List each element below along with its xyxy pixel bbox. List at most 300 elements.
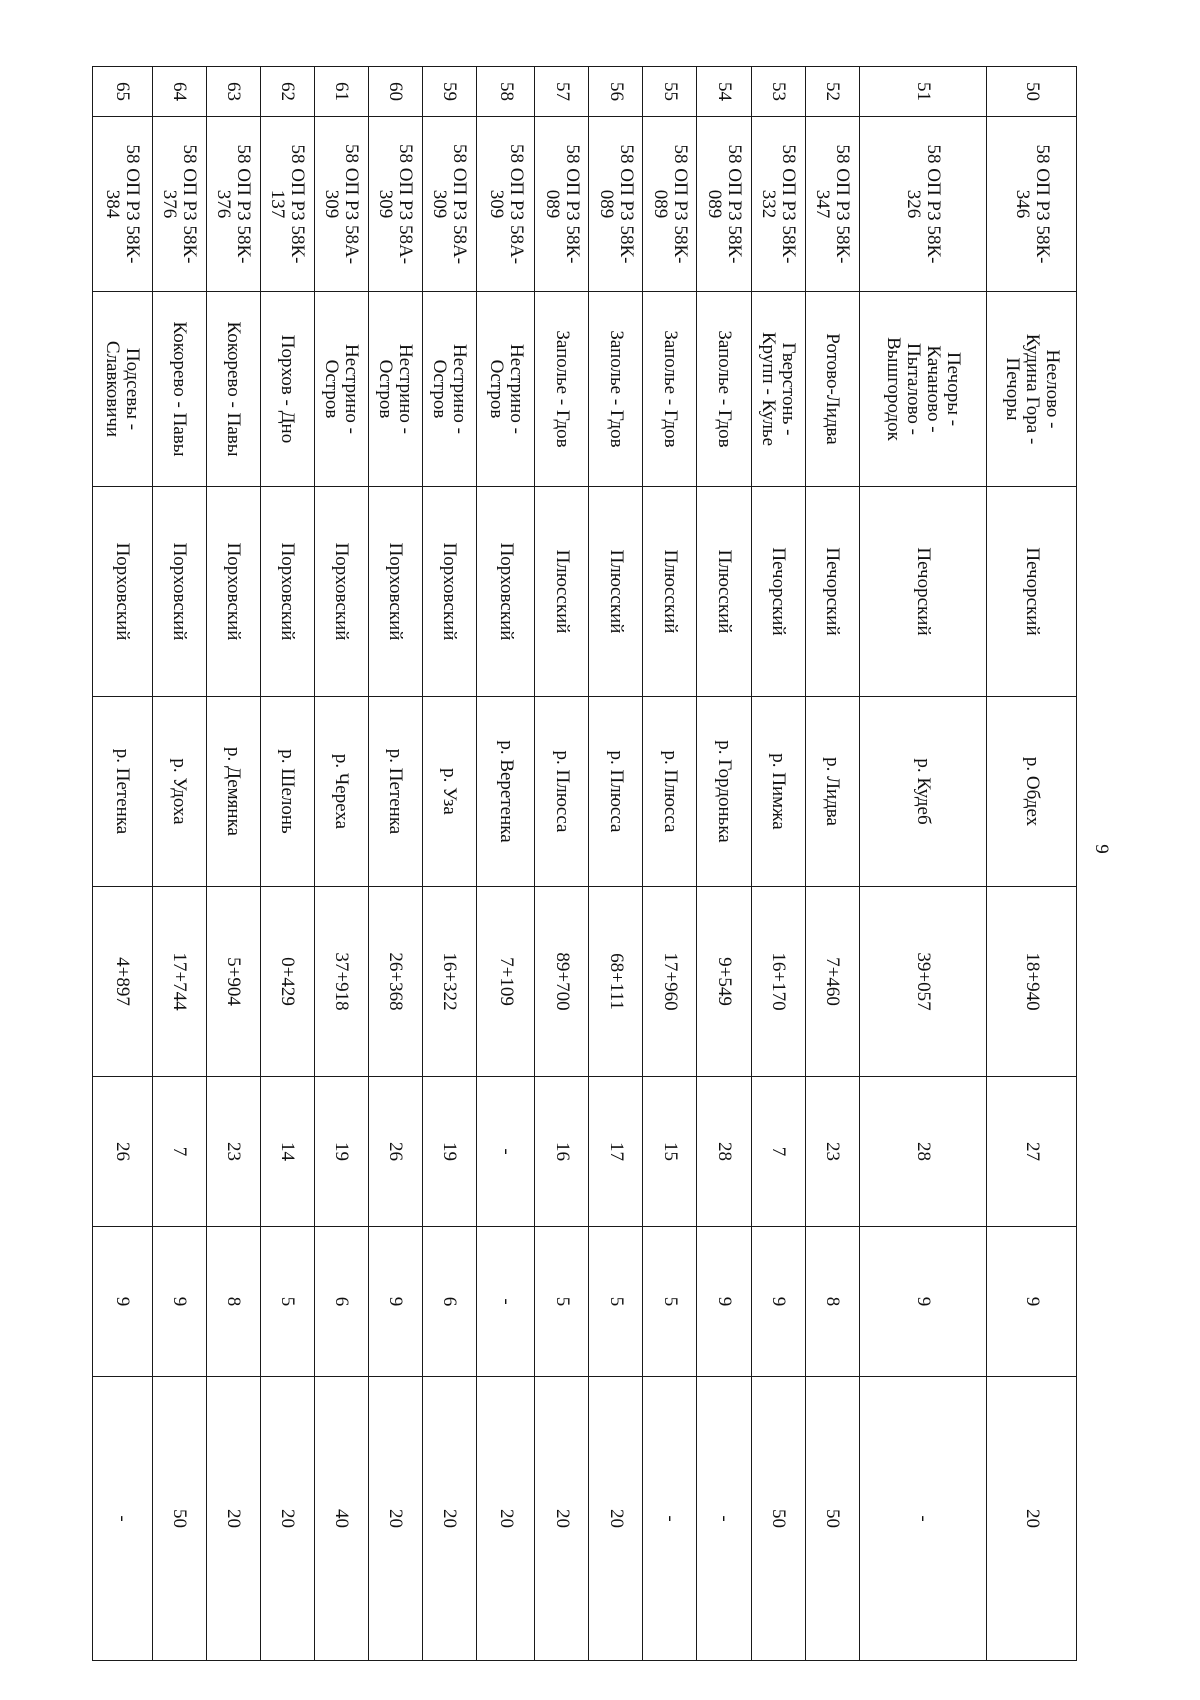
cell-district xyxy=(987,487,1077,697)
cell-bridge-length xyxy=(314,1077,368,1227)
river-text: р. Плюсса xyxy=(659,750,681,833)
km-position-text: 16+170 xyxy=(768,952,790,1011)
road-name-text: Подсевы - Славковичи xyxy=(102,340,144,438)
cell-road-code xyxy=(314,117,368,292)
cell-bridge-length xyxy=(535,1077,589,1227)
cell-row-number xyxy=(751,67,805,117)
cell-km-position xyxy=(805,887,859,1077)
load-capacity-text: - xyxy=(714,1515,736,1522)
table-row xyxy=(697,67,751,1661)
road-code-text: 58 ОП РЗ 58К- 089 xyxy=(595,144,637,264)
cell-km-position xyxy=(859,887,987,1077)
river-text: р. Демянка xyxy=(223,747,245,836)
table-row xyxy=(260,67,314,1661)
load-capacity-text: - xyxy=(912,1515,934,1522)
bridge-width-text: 9 xyxy=(714,1296,736,1307)
cell-road-code xyxy=(987,117,1077,292)
road-name-text: Печоры - Качаново - Пыталово - Вышгородок xyxy=(882,337,964,441)
km-position-text: 4+897 xyxy=(112,957,134,1006)
bridge-length-text: 7 xyxy=(768,1146,790,1157)
cell-river xyxy=(643,697,697,887)
cell-river xyxy=(476,697,534,887)
bridge-width-text: 6 xyxy=(331,1296,353,1307)
bridge-length-text: 7 xyxy=(169,1146,191,1157)
road-code-text: 58 ОП РЗ 58К- 376 xyxy=(159,144,201,264)
km-position-text: 0+429 xyxy=(277,957,299,1006)
district-text: Порховский xyxy=(439,542,461,641)
cell-district xyxy=(589,487,643,697)
cell-km-position xyxy=(368,887,422,1077)
district-text: Порховский xyxy=(331,542,353,641)
bridge-length-text: 19 xyxy=(331,1142,353,1161)
cell-bridge-width xyxy=(260,1227,314,1377)
cell-load-capacity xyxy=(643,1377,697,1661)
cell-river xyxy=(859,697,987,887)
cell-road-code xyxy=(589,117,643,292)
load-capacity-text: 50 xyxy=(822,1509,844,1528)
km-position-text: 17+744 xyxy=(169,952,191,1011)
cell-district xyxy=(697,487,751,697)
cell-load-capacity xyxy=(368,1377,422,1661)
cell-km-position xyxy=(476,887,534,1077)
bridge-width-text: - xyxy=(495,1298,517,1305)
cell-river xyxy=(805,697,859,887)
cell-road-code xyxy=(805,117,859,292)
cell-river xyxy=(93,697,153,887)
road-code-text: 58 ОП РЗ 58К- 089 xyxy=(649,144,691,264)
bridges-table xyxy=(92,66,1077,1661)
km-position-text: 39+057 xyxy=(912,952,934,1011)
km-position-text: 26+368 xyxy=(385,952,407,1011)
bridge-length-text: 26 xyxy=(112,1142,134,1161)
cell-load-capacity xyxy=(93,1377,153,1661)
district-text: Плюсский xyxy=(551,549,573,634)
cell-road-name xyxy=(589,292,643,487)
cell-load-capacity xyxy=(422,1377,476,1661)
river-text: р. Удоха xyxy=(169,758,191,825)
bridge-length-text: 23 xyxy=(223,1142,245,1161)
cell-row-number xyxy=(476,67,534,117)
river-text: р. Череха xyxy=(331,753,353,830)
cell-road-code xyxy=(643,117,697,292)
load-capacity-text: 20 xyxy=(277,1509,299,1528)
cell-road-code xyxy=(476,117,534,292)
cell-bridge-width xyxy=(368,1227,422,1377)
cell-row-number xyxy=(93,67,153,117)
bridge-length-text: 19 xyxy=(439,1142,461,1161)
cell-road-code xyxy=(859,117,987,292)
road-code-text: 58 ОП РЗ 58А- 309 xyxy=(375,143,417,265)
cell-km-position xyxy=(260,887,314,1077)
cell-road-code xyxy=(751,117,805,292)
cell-km-position xyxy=(422,887,476,1077)
table-row xyxy=(152,67,206,1661)
row-number-text: 64 xyxy=(169,82,191,101)
cell-river xyxy=(751,697,805,887)
cell-road-code xyxy=(368,117,422,292)
bridge-width-text: 6 xyxy=(439,1296,461,1307)
cell-road-name xyxy=(93,292,153,487)
load-capacity-text: 50 xyxy=(169,1509,191,1528)
road-code-text: 58 ОП РЗ 58А- 309 xyxy=(485,143,527,265)
row-number-text: 59 xyxy=(439,82,461,101)
km-position-text: 16+322 xyxy=(439,952,461,1011)
cell-district xyxy=(260,487,314,697)
row-number-text: 61 xyxy=(331,82,353,101)
cell-district xyxy=(535,487,589,697)
km-position-text: 89+700 xyxy=(551,952,573,1011)
bridge-width-text: 8 xyxy=(223,1296,245,1307)
row-number-text: 54 xyxy=(714,82,736,101)
district-text: Плюсский xyxy=(605,549,627,634)
cell-bridge-length xyxy=(697,1077,751,1227)
bridge-width-text: 9 xyxy=(169,1296,191,1307)
cell-load-capacity xyxy=(206,1377,260,1661)
cell-row-number xyxy=(314,67,368,117)
cell-load-capacity xyxy=(260,1377,314,1661)
cell-km-position xyxy=(643,887,697,1077)
district-text: Печорский xyxy=(768,547,790,636)
cell-road-code xyxy=(260,117,314,292)
cell-road-code xyxy=(93,117,153,292)
bridge-width-text: 5 xyxy=(551,1296,573,1307)
cell-row-number xyxy=(535,67,589,117)
table-row xyxy=(751,67,805,1661)
cell-load-capacity xyxy=(589,1377,643,1661)
cell-bridge-width xyxy=(314,1227,368,1377)
cell-river xyxy=(535,697,589,887)
load-capacity-text: 20 xyxy=(223,1509,245,1528)
load-capacity-text: 20 xyxy=(439,1509,461,1528)
cell-row-number xyxy=(422,67,476,117)
cell-district xyxy=(152,487,206,697)
cell-km-position xyxy=(751,887,805,1077)
row-number-text: 51 xyxy=(912,82,934,101)
cell-load-capacity xyxy=(987,1377,1077,1661)
cell-bridge-length xyxy=(206,1077,260,1227)
cell-bridge-length xyxy=(589,1077,643,1227)
cell-river xyxy=(589,697,643,887)
km-position-text: 17+960 xyxy=(659,952,681,1011)
road-name-text: Нестрино - Остров xyxy=(429,343,471,434)
district-text: Печорский xyxy=(1021,547,1043,636)
cell-road-name xyxy=(368,292,422,487)
river-text: р. Петенка xyxy=(112,748,134,835)
cell-river xyxy=(987,697,1077,887)
table-row xyxy=(206,67,260,1661)
load-capacity-text: 20 xyxy=(385,1509,407,1528)
road-name-text: Кокорево - Павы xyxy=(169,321,191,457)
row-number-text: 57 xyxy=(551,82,573,101)
cell-row-number xyxy=(206,67,260,117)
cell-road-code xyxy=(535,117,589,292)
table-row xyxy=(314,67,368,1661)
bridge-width-text: 5 xyxy=(605,1296,627,1307)
cell-road-name xyxy=(751,292,805,487)
bridge-length-text: 28 xyxy=(714,1142,736,1161)
cell-district xyxy=(476,487,534,697)
cell-km-position xyxy=(589,887,643,1077)
cell-district xyxy=(206,487,260,697)
cell-river xyxy=(314,697,368,887)
river-text: р. Обдех xyxy=(1021,756,1043,827)
road-code-text: 58 ОП РЗ 58К- 384 xyxy=(102,144,144,264)
river-text: р. Пимжа xyxy=(768,753,790,830)
cell-km-position xyxy=(314,887,368,1077)
cell-bridge-length xyxy=(152,1077,206,1227)
cell-river xyxy=(697,697,751,887)
river-text: р. Кудеб xyxy=(912,758,934,825)
cell-district xyxy=(314,487,368,697)
km-position-text: 9+549 xyxy=(714,957,736,1006)
cell-bridge-length xyxy=(859,1077,987,1227)
cell-row-number xyxy=(152,67,206,117)
table-row xyxy=(859,67,987,1661)
load-capacity-text: - xyxy=(659,1515,681,1522)
cell-river xyxy=(422,697,476,887)
cell-row-number xyxy=(987,67,1077,117)
cell-km-position xyxy=(535,887,589,1077)
district-text: Порховский xyxy=(223,542,245,641)
road-code-text: 58 ОП РЗ 58К- 346 xyxy=(1011,144,1053,264)
table-row xyxy=(643,67,697,1661)
cell-river xyxy=(260,697,314,887)
cell-row-number xyxy=(368,67,422,117)
cell-load-capacity xyxy=(535,1377,589,1661)
river-text: р. Плюсса xyxy=(551,750,573,833)
rotated-table-wrapper xyxy=(92,66,1077,1660)
road-name-text: Нестрино - Остров xyxy=(485,343,527,434)
cell-km-position xyxy=(206,887,260,1077)
km-position-text: 68+111 xyxy=(605,953,627,1010)
cell-district xyxy=(643,487,697,697)
road-code-text: 58 ОП РЗ 58К- 347 xyxy=(812,144,854,264)
road-code-text: 58 ОП РЗ 58К- 137 xyxy=(267,144,309,264)
cell-district xyxy=(751,487,805,697)
cell-road-name xyxy=(422,292,476,487)
road-name-text: Нестрино - Остров xyxy=(375,343,417,434)
table-row xyxy=(987,67,1077,1661)
cell-district xyxy=(93,487,153,697)
bridge-width-text: 5 xyxy=(277,1296,299,1307)
cell-river xyxy=(368,697,422,887)
cell-bridge-width xyxy=(805,1227,859,1377)
district-text: Плюсский xyxy=(659,549,681,634)
district-text: Печорский xyxy=(822,547,844,636)
bridge-length-text: 15 xyxy=(659,1142,681,1161)
cell-road-name xyxy=(643,292,697,487)
cell-km-position xyxy=(697,887,751,1077)
cell-road-code xyxy=(152,117,206,292)
load-capacity-text: 20 xyxy=(495,1509,517,1528)
cell-bridge-width xyxy=(422,1227,476,1377)
cell-district xyxy=(368,487,422,697)
cell-bridge-length xyxy=(260,1077,314,1227)
cell-load-capacity xyxy=(859,1377,987,1661)
road-code-text: 58 ОП РЗ 58К- 326 xyxy=(902,144,944,264)
cell-bridge-width xyxy=(987,1227,1077,1377)
cell-road-name xyxy=(805,292,859,487)
cell-bridge-width xyxy=(643,1227,697,1377)
load-capacity-text: - xyxy=(112,1515,134,1522)
district-text: Печорский xyxy=(912,547,934,636)
cell-district xyxy=(859,487,987,697)
cell-bridge-width xyxy=(535,1227,589,1377)
bridge-length-text: 26 xyxy=(385,1142,407,1161)
road-name-text: Нестрино - Остров xyxy=(321,343,363,434)
bridge-length-text: 14 xyxy=(277,1142,299,1161)
load-capacity-text: 20 xyxy=(551,1509,573,1528)
river-text: р. Гордонька xyxy=(714,740,736,843)
river-text: р. Лидва xyxy=(822,757,844,826)
row-number-text: 62 xyxy=(277,82,299,101)
bridge-length-text: 28 xyxy=(912,1142,934,1161)
cell-km-position xyxy=(987,887,1077,1077)
table-row xyxy=(589,67,643,1661)
km-position-text: 7+109 xyxy=(495,957,517,1006)
table-row xyxy=(535,67,589,1661)
road-name-text: Кокорево - Павы xyxy=(223,321,245,457)
cell-row-number xyxy=(260,67,314,117)
cell-road-name xyxy=(260,292,314,487)
cell-bridge-width xyxy=(206,1227,260,1377)
cell-row-number xyxy=(859,67,987,117)
cell-bridge-length xyxy=(368,1077,422,1227)
road-name-text: Заполье - Гдов xyxy=(605,330,627,448)
cell-load-capacity xyxy=(697,1377,751,1661)
cell-bridge-length xyxy=(805,1077,859,1227)
bridge-width-text: 9 xyxy=(385,1296,407,1307)
road-name-text: Заполье - Гдов xyxy=(551,330,573,448)
cell-load-capacity xyxy=(805,1377,859,1661)
road-code-text: 58 ОП РЗ 58А- 309 xyxy=(321,143,363,265)
bridge-width-text: 9 xyxy=(912,1296,934,1307)
road-code-text: 58 ОП РЗ 58К- 376 xyxy=(213,144,255,264)
cell-road-code xyxy=(697,117,751,292)
cell-bridge-width xyxy=(589,1227,643,1377)
cell-bridge-length xyxy=(476,1077,534,1227)
cell-road-name xyxy=(697,292,751,487)
cell-row-number xyxy=(589,67,643,117)
cell-road-name xyxy=(987,292,1077,487)
district-text: Плюсский xyxy=(714,549,736,634)
bridge-width-text: 9 xyxy=(768,1296,790,1307)
load-capacity-text: 40 xyxy=(331,1509,353,1528)
cell-bridge-width xyxy=(93,1227,153,1377)
cell-district xyxy=(422,487,476,697)
km-position-text: 7+460 xyxy=(822,957,844,1006)
cell-bridge-length xyxy=(93,1077,153,1227)
road-name-text: Заполье - Гдов xyxy=(659,330,681,448)
road-name-text: Неелово - Кудина Гора - Печоры xyxy=(1001,333,1063,445)
cell-bridge-width xyxy=(152,1227,206,1377)
cell-road-name xyxy=(476,292,534,487)
cell-load-capacity xyxy=(314,1377,368,1661)
cell-load-capacity xyxy=(751,1377,805,1661)
row-number-text: 58 xyxy=(495,82,517,101)
cell-load-capacity xyxy=(152,1377,206,1661)
bridge-width-text: 8 xyxy=(822,1296,844,1307)
load-capacity-text: 20 xyxy=(605,1509,627,1528)
road-code-text: 58 ОП РЗ 58К- 089 xyxy=(541,144,583,264)
river-text: р. Плюсса xyxy=(605,750,627,833)
cell-bridge-length xyxy=(422,1077,476,1227)
cell-road-name xyxy=(859,292,987,487)
cell-road-name xyxy=(535,292,589,487)
river-text: р. Веретенка xyxy=(495,740,517,843)
load-capacity-text: 50 xyxy=(768,1509,790,1528)
cell-river xyxy=(206,697,260,887)
row-number-text: 65 xyxy=(112,82,134,101)
cell-road-name xyxy=(206,292,260,487)
cell-bridge-length xyxy=(751,1077,805,1227)
cell-bridge-width xyxy=(751,1227,805,1377)
road-name-text: Заполье - Гдов xyxy=(714,330,736,448)
table-row xyxy=(368,67,422,1661)
bridge-width-text: 9 xyxy=(112,1296,134,1307)
river-text: р. Петенка xyxy=(385,748,407,835)
cell-bridge-length xyxy=(643,1077,697,1227)
km-position-text: 5+904 xyxy=(223,957,245,1006)
bridge-width-text: 5 xyxy=(659,1296,681,1307)
cell-row-number xyxy=(643,67,697,117)
river-text: р. Уза xyxy=(439,768,461,815)
cell-bridge-length xyxy=(987,1077,1077,1227)
road-code-text: 58 ОП РЗ 58К- 089 xyxy=(704,144,746,264)
cell-row-number xyxy=(805,67,859,117)
bridge-length-text: 23 xyxy=(822,1142,844,1161)
km-position-text: 18+940 xyxy=(1021,952,1043,1011)
table-row xyxy=(476,67,534,1661)
district-text: Порховский xyxy=(385,542,407,641)
km-position-text: 37+918 xyxy=(331,952,353,1011)
district-text: Порховский xyxy=(169,542,191,641)
cell-km-position xyxy=(93,887,153,1077)
row-number-text: 50 xyxy=(1021,82,1043,101)
cell-bridge-width xyxy=(697,1227,751,1377)
table-row xyxy=(422,67,476,1661)
row-number-text: 60 xyxy=(385,82,407,101)
cell-bridge-width xyxy=(476,1227,534,1377)
cell-district xyxy=(805,487,859,697)
row-number-text: 52 xyxy=(822,82,844,101)
district-text: Порховский xyxy=(112,542,134,641)
road-name-text: Порхов - Дно xyxy=(277,334,299,444)
row-number-text: 63 xyxy=(223,82,245,101)
row-number-text: 53 xyxy=(768,82,790,101)
bridge-length-text: 27 xyxy=(1021,1142,1043,1161)
bridge-length-text: 16 xyxy=(551,1142,573,1161)
district-text: Порховский xyxy=(277,542,299,641)
table-row xyxy=(93,67,153,1661)
row-number-text: 55 xyxy=(659,82,681,101)
cell-river xyxy=(152,697,206,887)
cell-road-name xyxy=(152,292,206,487)
cell-road-name xyxy=(314,292,368,487)
district-text: Порховский xyxy=(495,542,517,641)
bridge-length-text: 17 xyxy=(605,1142,627,1161)
cell-load-capacity xyxy=(476,1377,534,1661)
bridge-length-text: - xyxy=(495,1148,517,1155)
road-name-text: Ротово-Лидва xyxy=(822,333,844,445)
table-row xyxy=(805,67,859,1661)
cell-row-number xyxy=(697,67,751,117)
road-code-text: 58 ОП РЗ 58А- 309 xyxy=(429,143,471,265)
load-capacity-text: 20 xyxy=(1021,1509,1043,1528)
river-text: р. Шелонь xyxy=(277,749,299,834)
cell-road-code xyxy=(206,117,260,292)
cell-bridge-width xyxy=(859,1227,987,1377)
